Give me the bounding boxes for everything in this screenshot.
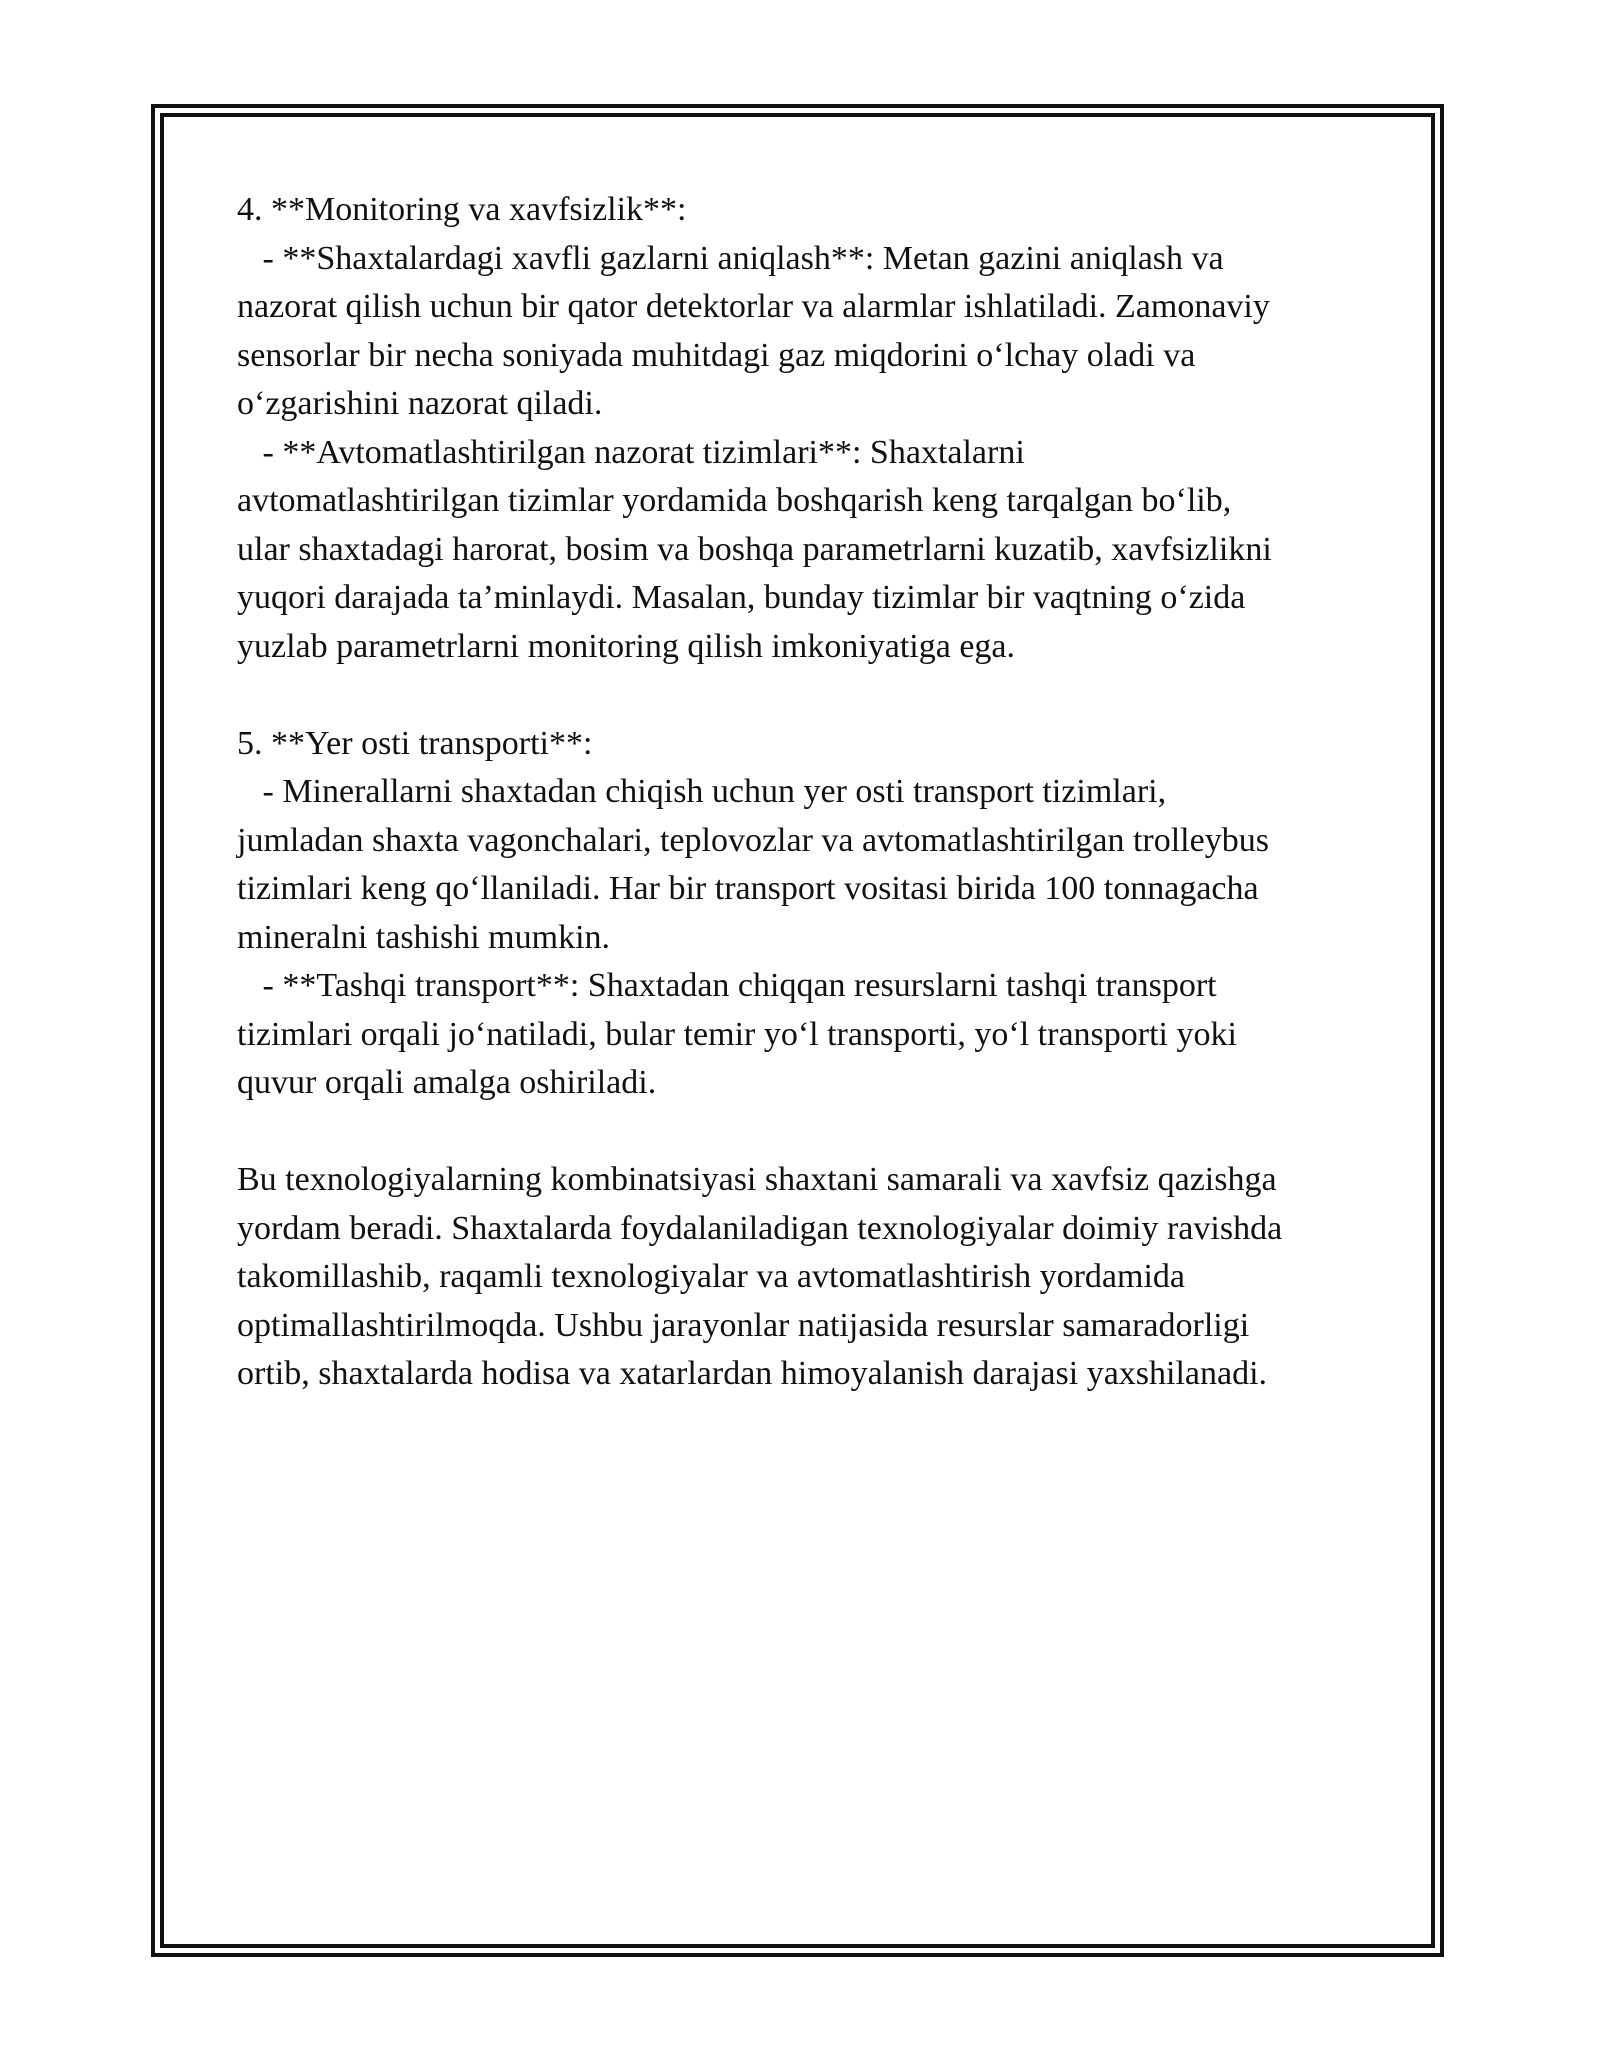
section-heading: 4. **Monitoring va xavfsizlik**: <box>237 191 687 228</box>
paragraph-line: - **Tashqi transport**: Shaxtadan chiqqan resurslarni tashqi transport <box>237 967 1217 1004</box>
paragraph-spacer <box>237 1108 1377 1157</box>
paragraph-spacer <box>237 671 1377 720</box>
paragraph-line: jumladan shaxta vagonchalari, teplovozlar va avtomatlashtirilgan trolleybus <box>237 821 1269 859</box>
document-body <box>237 186 1377 1399</box>
paragraph-line: quvur orqali amalga oshiriladi. <box>237 1064 657 1101</box>
paragraph-line: yordam beradi. Shaxtalarda foydalaniladigan texnologiyalar doimiy ravishda <box>237 1209 1283 1247</box>
paragraph-line: - **Avtomatlashtirilgan nazorat tizimlari**: Shaxtalarni <box>237 433 1025 471</box>
paragraph-line: nazorat qilish uchun bir qator detektorlar va alarmlar ishlatiladi. Zamonaviy <box>237 288 1270 325</box>
section-heading: 5. **Yer osti transporti**: <box>237 724 593 762</box>
paragraph-line: tizimlari orqali jo‘natiladi, bular temir yo‘l transporti, yo‘l transporti yoki <box>237 1015 1237 1053</box>
paragraph-line: Bu texnologiyalarning kombinatsiyasi shaxtani samarali va xavfsiz qazishga <box>237 1161 1277 1198</box>
paragraph-line: tizimlari keng qo‘llaniladi. Har bir transport vositasi birida 100 tonnagacha <box>237 870 1259 907</box>
conclusion-paragraph <box>237 1156 1377 1399</box>
paragraph-line: yuqori darajada ta’minlaydi. Masalan, bunday tizimlar bir vaqtning o‘zida <box>237 579 1246 616</box>
paragraph-line: o‘zgarishini nazorat qiladi. <box>237 385 603 422</box>
paragraph-line: takomillashib, raqamli texnologiyalar va avtomatlashtirish yordamida <box>237 1258 1185 1295</box>
paragraph-line: - Minerallarni shaxtadan chiqish uchun yer osti transport tizimlari, <box>237 773 1167 810</box>
paragraph-line: - **Shaxtalardagi xavfli gazlarni aniqlash**: Metan gazini aniqlash va <box>237 239 1224 277</box>
paragraph-line: yuzlab parametrlarni monitoring qilish imkoniyatiga ega. <box>237 627 1016 665</box>
paragraph-line: ortib, shaxtalarda hodisa va xatarlardan himoyalanish darajasi yaxshilanadi. <box>237 1355 1268 1392</box>
paragraph-line: ular shaxtadagi harorat, bosim va boshqa parametrlarni kuzatib, xavfsizlikni <box>237 530 1272 568</box>
section-monitoring <box>237 186 1377 671</box>
paragraph-line: optimallashtirilmoqda. Ushbu jarayonlar natijasida resurslar samaradorligi <box>237 1306 1250 1344</box>
paragraph-line: sensorlar bir necha soniyada muhitdagi gaz miqdorini o‘lchay oladi va <box>237 336 1196 374</box>
paragraph-line: avtomatlashtirilgan tizimlar yordamida boshqarish keng tarqalgan bo‘lib, <box>237 482 1232 519</box>
section-transport <box>237 720 1377 1108</box>
paragraph-line: mineralni tashishi mumkin. <box>237 918 611 956</box>
